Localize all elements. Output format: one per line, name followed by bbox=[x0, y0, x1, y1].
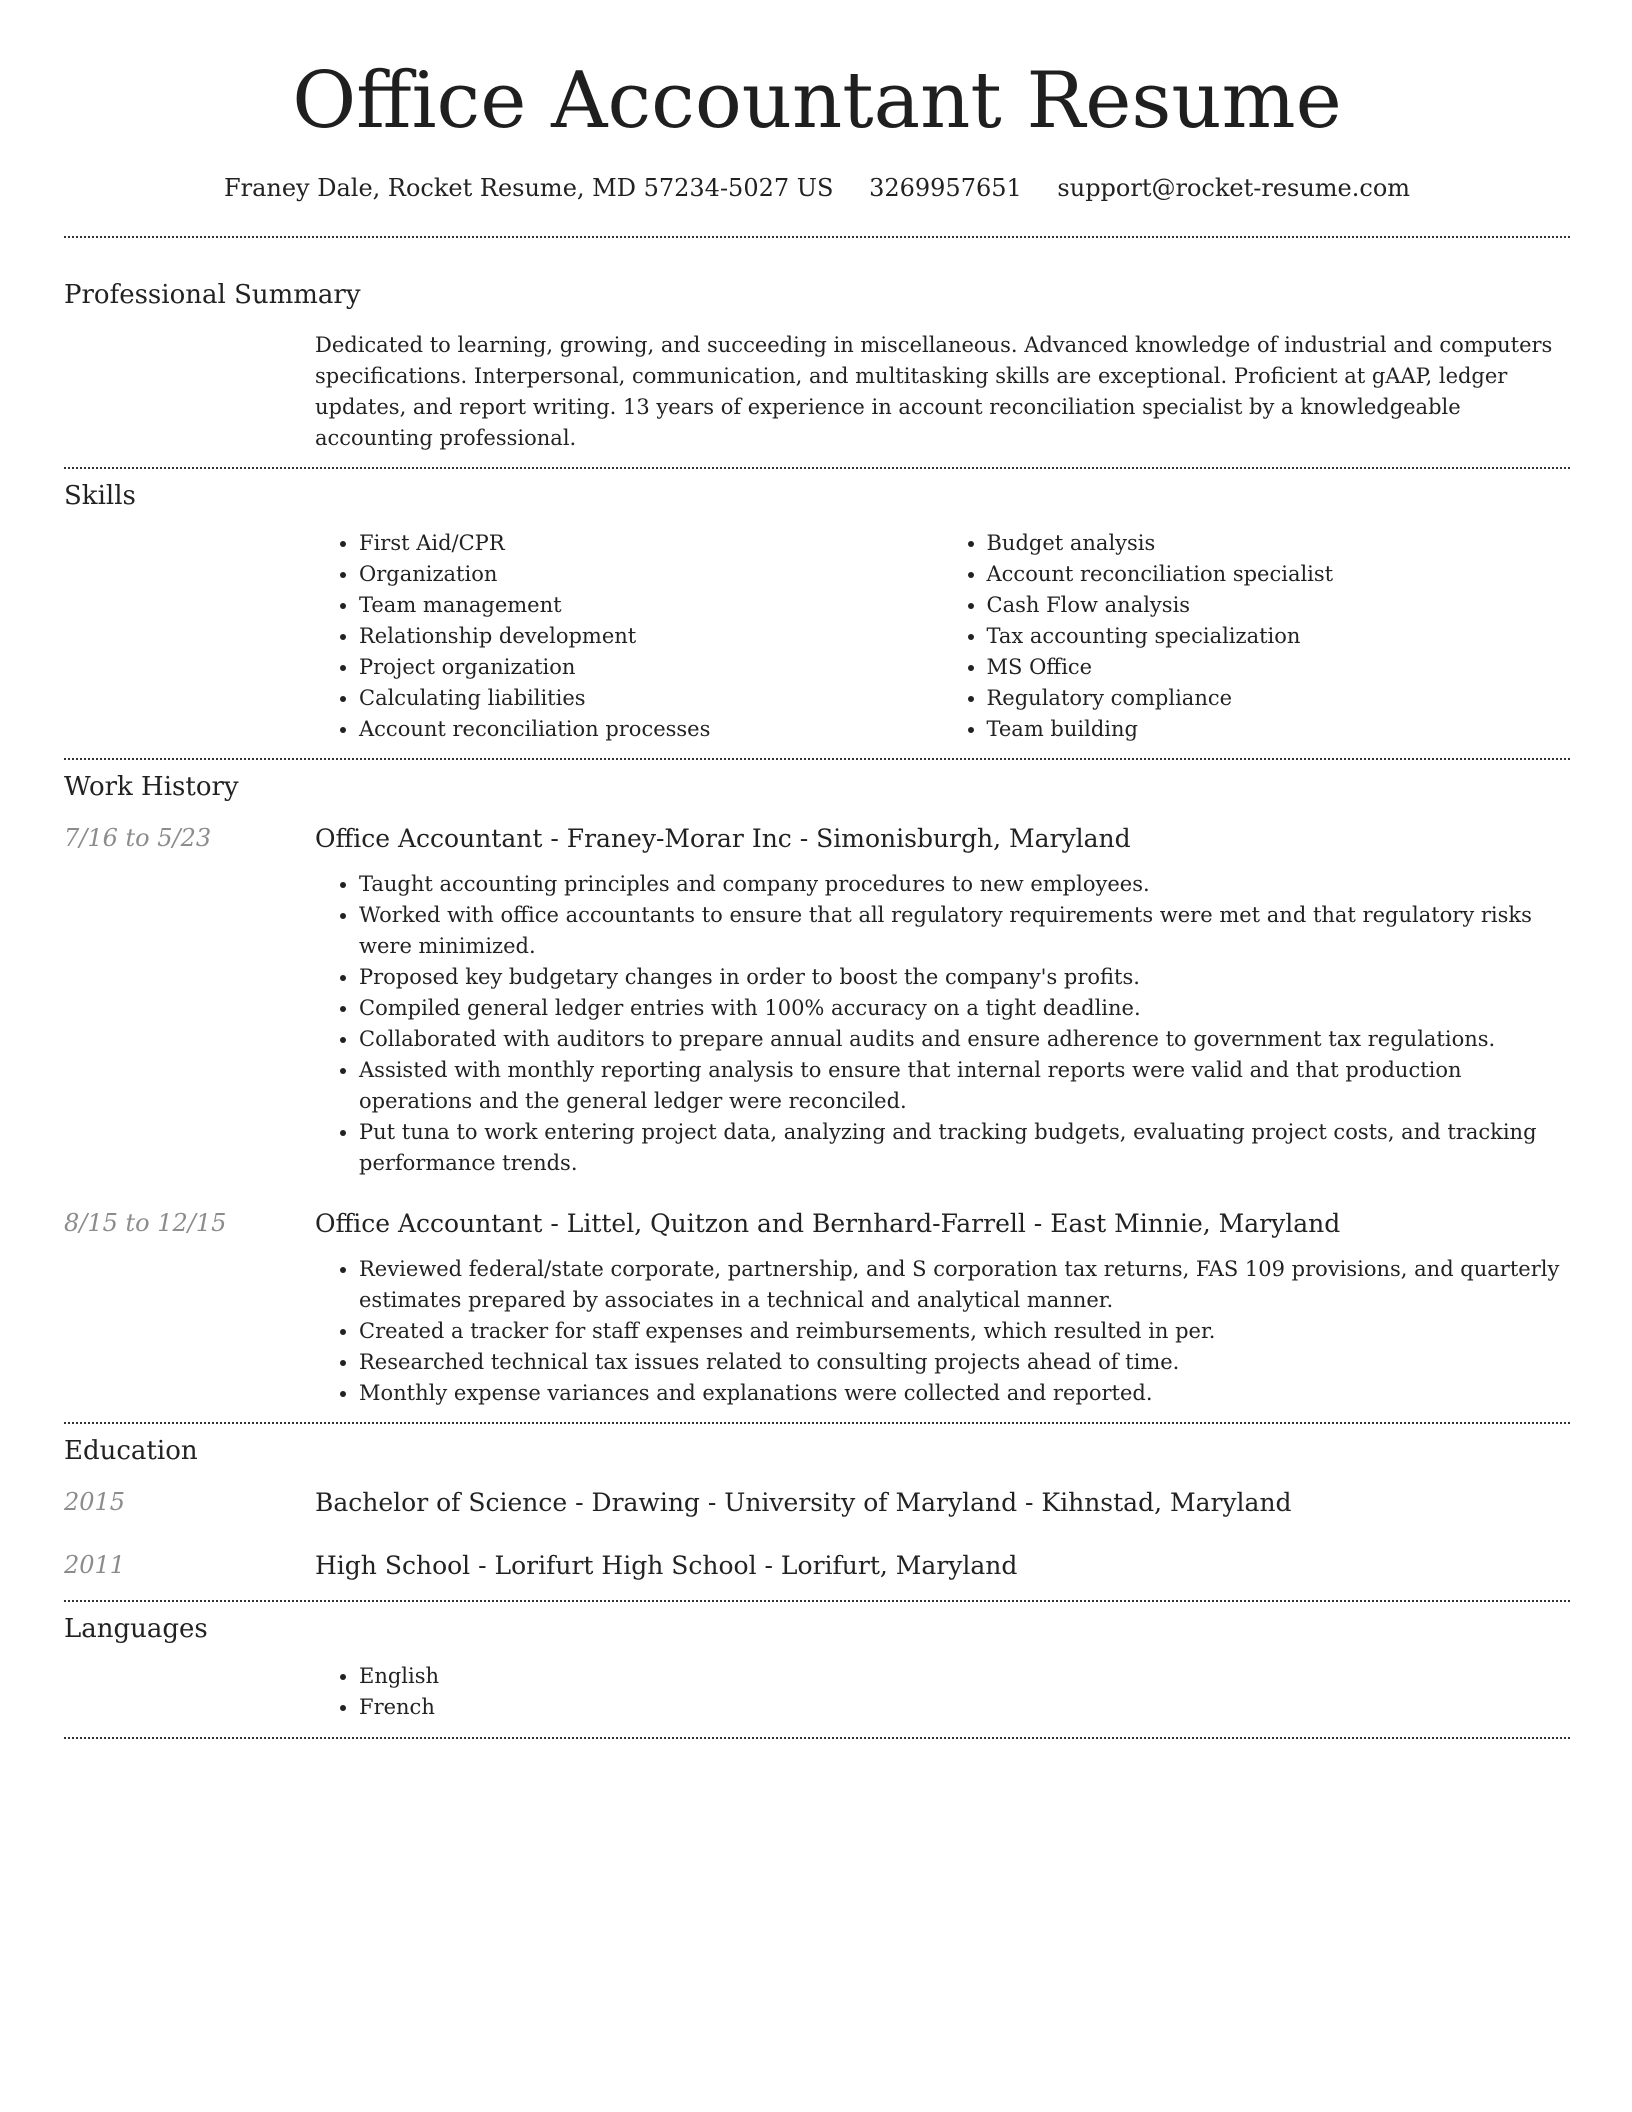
divider bbox=[64, 1737, 1570, 1739]
education-heading: Education bbox=[64, 1436, 198, 1466]
divider bbox=[64, 236, 1570, 238]
work-heading: Work History bbox=[64, 772, 239, 802]
skill-item: • Project organization bbox=[359, 652, 943, 683]
divider bbox=[64, 1600, 1570, 1602]
job-bullet: • Monthly expense variances and explanations were collected and reported. bbox=[359, 1378, 1570, 1409]
job-bullet: • Put tuna to work entering project data, analyzing and tracking budgets, evaluating project costs, and tracking performance trends. bbox=[359, 1117, 1570, 1179]
job-bullet: • Assisted with monthly reporting analysis to ensure that internal reports were valid and that production operations and the general ledger were reconciled. bbox=[359, 1055, 1570, 1117]
job-bullet: • Researched technical tax issues related to consulting projects ahead of time. bbox=[359, 1347, 1570, 1378]
skill-item: • First Aid/CPR bbox=[359, 528, 943, 559]
resume-page bbox=[64, 0, 1570, 1739]
skills-heading: Skills bbox=[64, 481, 136, 511]
skill-item: • Team management bbox=[359, 590, 943, 621]
job-bullet: • Created a tracker for staff expenses and reimbursements, which resulted in per. bbox=[359, 1316, 1570, 1347]
job-dates: 7/16 to 5/23 bbox=[64, 824, 212, 852]
job-bullet: • Proposed key budgetary changes in order to boost the company's profits. bbox=[359, 962, 1570, 993]
job-entry bbox=[64, 1209, 1570, 1409]
skill-item: • Cash Flow analysis bbox=[987, 590, 1571, 621]
divider bbox=[64, 467, 1570, 469]
skill-item: • Account reconciliation specialist bbox=[987, 559, 1571, 590]
education-degree: High School - Lorifurt High School - Lorifurt, Maryland bbox=[315, 1551, 1018, 1580]
summary-heading: Professional Summary bbox=[64, 280, 361, 310]
skill-item: • Account reconciliation processes bbox=[359, 714, 943, 745]
job-bullet: • Taught accounting principles and company procedures to new employees. bbox=[359, 869, 1570, 900]
skill-item: • Tax accounting specialization bbox=[987, 621, 1571, 652]
job-bullets bbox=[315, 1254, 1570, 1409]
skills-column-left bbox=[315, 528, 943, 745]
education-year: 2015 bbox=[64, 1488, 126, 1516]
skill-item: • Relationship development bbox=[359, 621, 943, 652]
languages-heading: Languages bbox=[64, 1614, 208, 1644]
skill-item: • MS Office bbox=[987, 652, 1571, 683]
job-title: Office Accountant - Franey-Morar Inc - Simonisburgh, Maryland bbox=[315, 824, 1131, 853]
contact-line bbox=[64, 174, 1570, 202]
skill-item: • Calculating liabilities bbox=[359, 683, 943, 714]
skill-item: • Budget analysis bbox=[987, 528, 1571, 559]
skill-item: • Regulatory compliance bbox=[987, 683, 1571, 714]
job-bullet: • Worked with office accountants to ensure that all regulatory requirements were met and that regulatory risks were minimized. bbox=[359, 900, 1570, 962]
education-entry bbox=[64, 1551, 1570, 1580]
language-item: • French bbox=[359, 1692, 1570, 1723]
skill-item: • Team building bbox=[987, 714, 1571, 745]
education-year: 2011 bbox=[64, 1551, 126, 1579]
job-bullet: • Collaborated with auditors to prepare annual audits and ensure adherence to government tax regulations. bbox=[359, 1024, 1570, 1055]
education-entry bbox=[64, 1488, 1570, 1517]
divider bbox=[64, 758, 1570, 760]
job-bullet: • Reviewed federal/state corporate, partnership, and S corporation tax returns, FAS 109 provisions, and quarterly estimates prepared by associates in a technical and analytical manner. bbox=[359, 1254, 1570, 1316]
job-entry bbox=[64, 824, 1570, 1179]
education-degree: Bachelor of Science - Drawing - University of Maryland - Kihnstad, Maryland bbox=[315, 1488, 1292, 1517]
job-title: Office Accountant - Littel, Quitzon and Bernhard-Farrell - East Minnie, Maryland bbox=[315, 1209, 1341, 1238]
divider bbox=[64, 1422, 1570, 1424]
job-dates: 8/15 to 12/15 bbox=[64, 1209, 227, 1237]
contact-phone: 3269957651 bbox=[869, 174, 1022, 202]
page-title: Office Accountant Resume bbox=[292, 56, 1342, 146]
job-bullets bbox=[315, 869, 1570, 1179]
contact-email: support@rocket-resume.com bbox=[1057, 174, 1411, 202]
language-item: • English bbox=[359, 1661, 1570, 1692]
skills-column-right bbox=[943, 528, 1571, 745]
skill-item: • Organization bbox=[359, 559, 943, 590]
languages-list bbox=[315, 1661, 1570, 1723]
skills-list bbox=[315, 528, 1570, 745]
contact-address: Franey Dale, Rocket Resume, MD 57234-5027 US bbox=[223, 174, 834, 202]
summary-text: Dedicated to learning, growing, and succeeding in miscellaneous. Advanced knowledge of industrial and computers specifications. Interpersonal, communication, and multitasking skills are exceptional. Proficient at gAAP, ledger updates, and report writing. 13 years of experience in account reconciliation specialist by a knowledgeable accounting professional. bbox=[315, 333, 1553, 450]
job-bullet: • Compiled general ledger entries with 100% accuracy on a tight deadline. bbox=[359, 993, 1570, 1024]
